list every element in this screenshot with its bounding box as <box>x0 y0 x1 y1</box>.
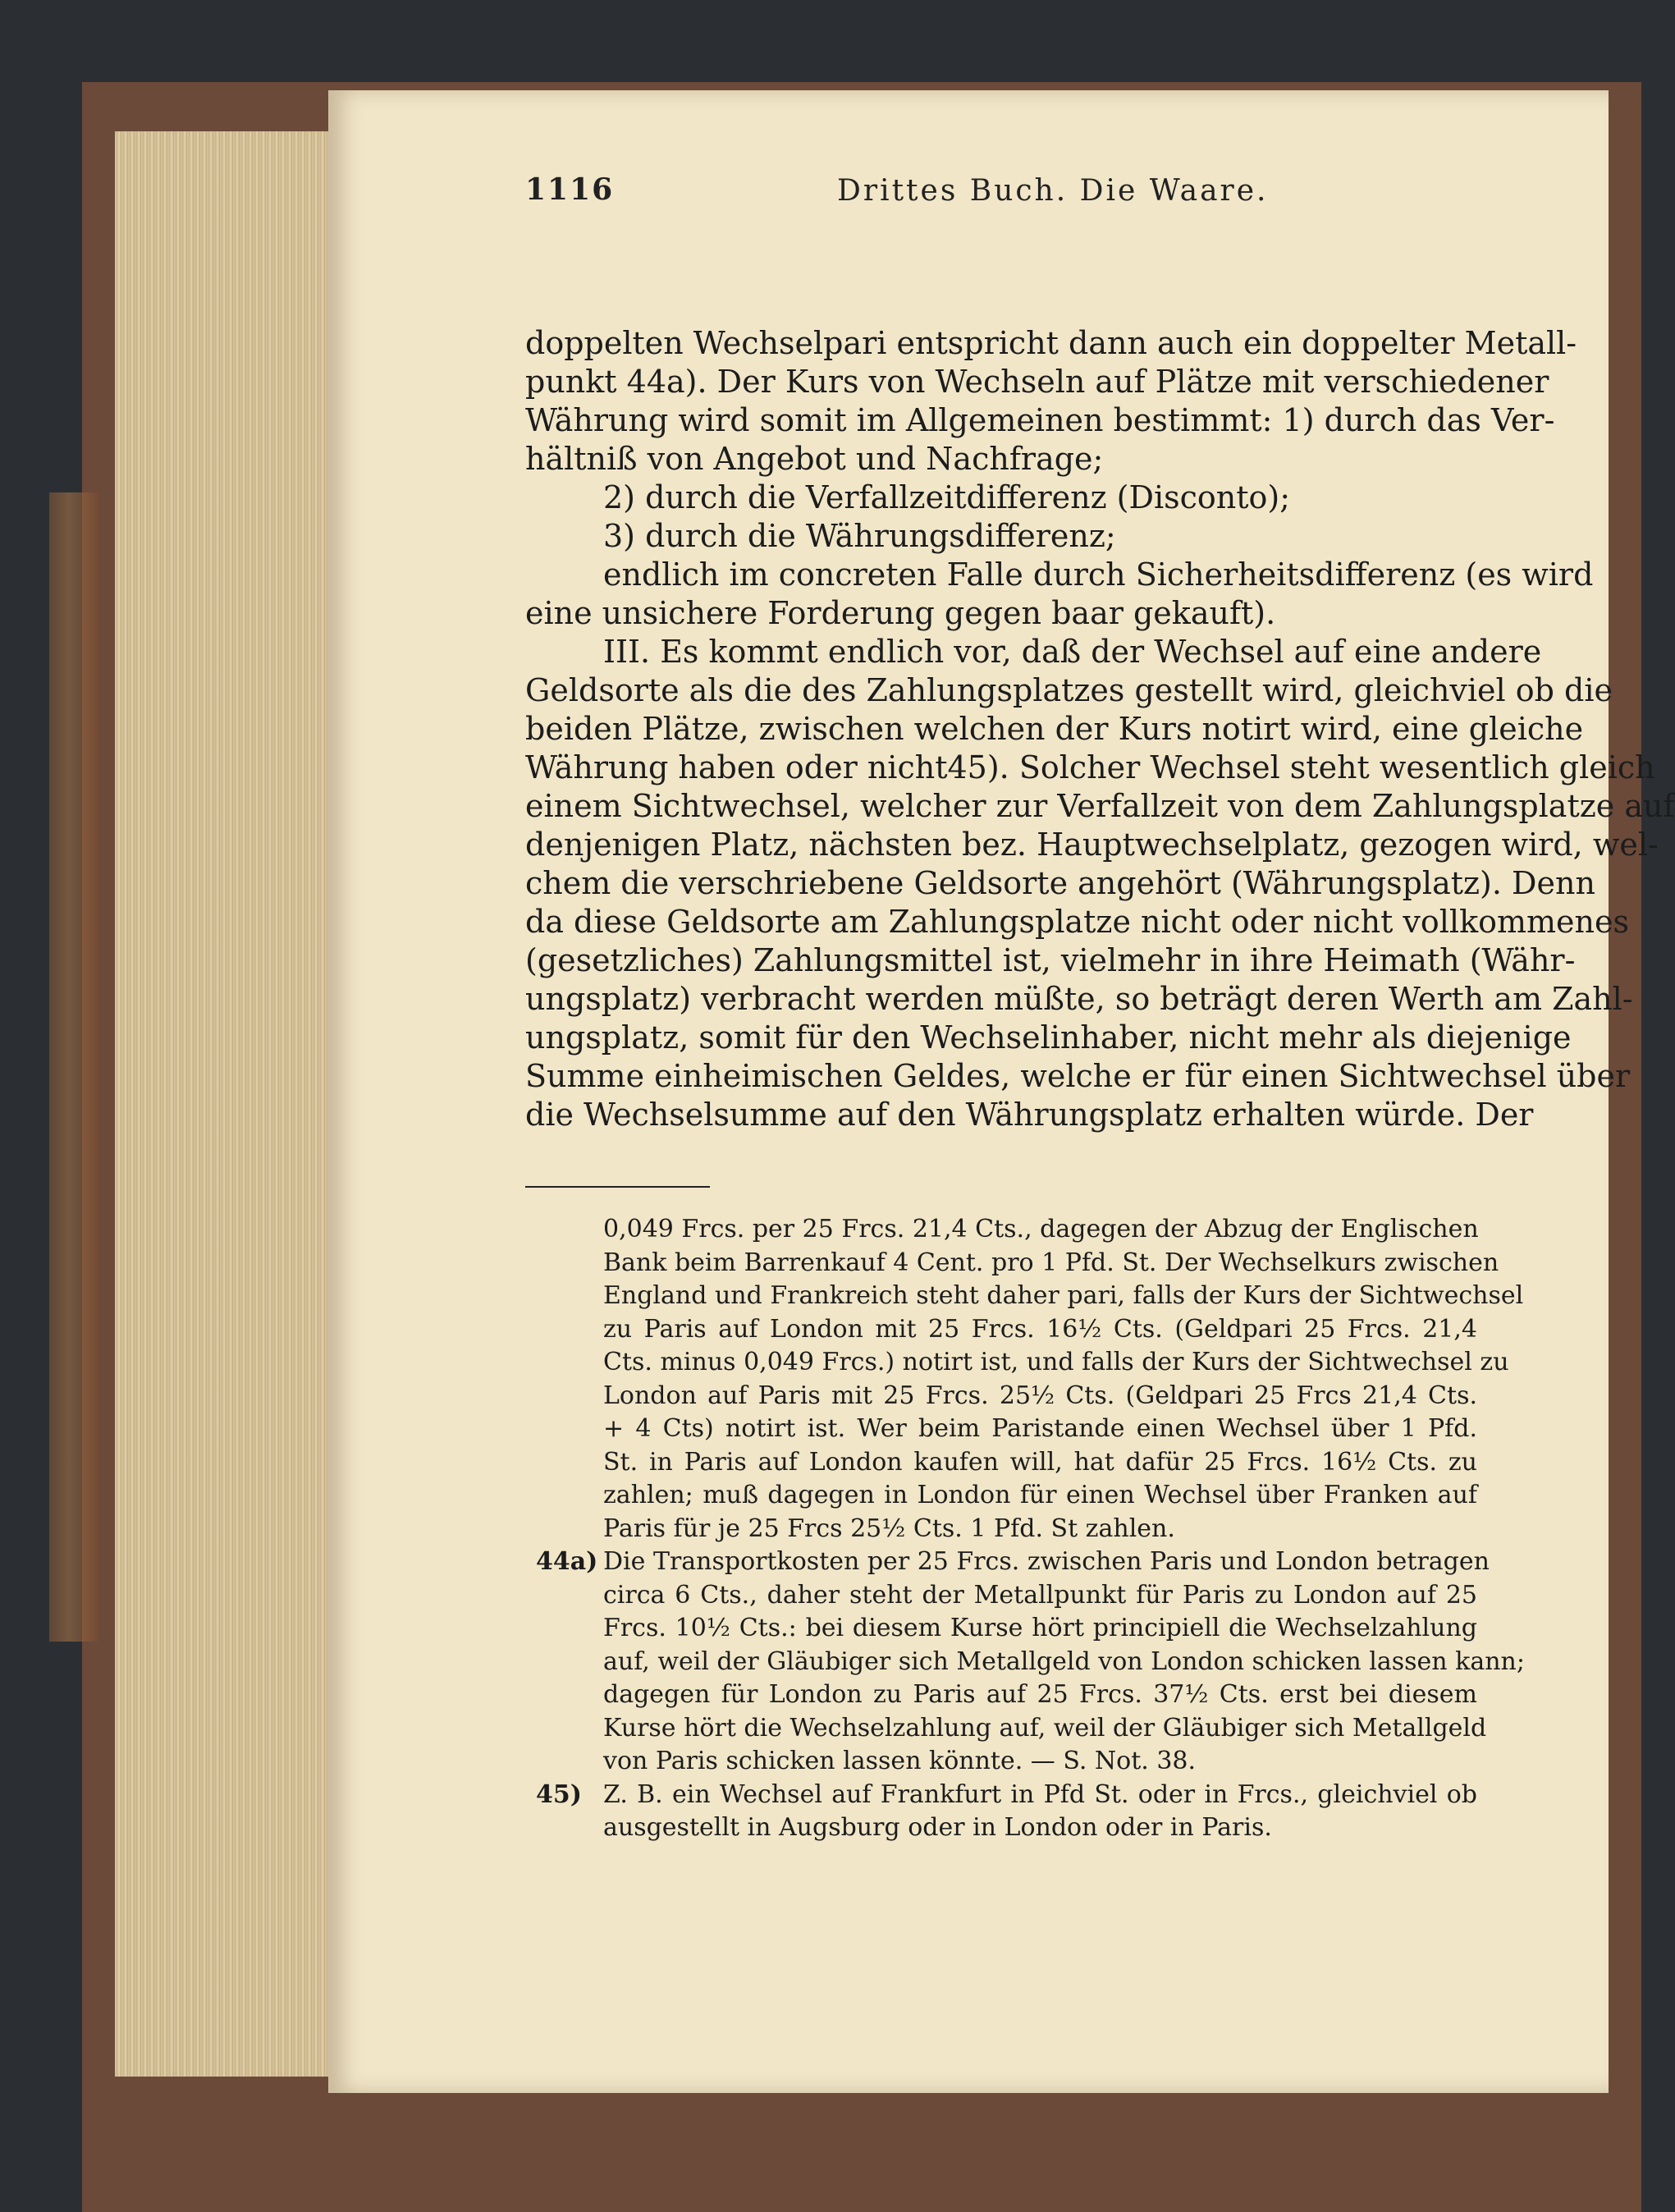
text-line: denjenigen Platz, nächsten bez. Hauptwechselplatz, gezogen wird, wel- <box>525 827 1659 863</box>
spine-edge <box>49 492 98 1642</box>
footnote-line: circa 6 Cts., daher steht der Metallpunkt für Paris zu London auf 25 <box>603 1580 1477 1610</box>
footnote-45 <box>525 1779 1477 1845</box>
footnote-line: Frcs. 10½ Cts.: bei diesem Kurse hört principiell die Wechselzahlung <box>603 1614 1477 1642</box>
footnote-line: Bank beim Barrenkauf 4 Cent. pro 1 Pfd. St. Der Wechselkurs zwischen <box>603 1248 1499 1277</box>
footnote-44a <box>525 1546 1525 1779</box>
footnote-line: zu Paris auf London mit 25 Frcs. 16½ Cts. (Geldpari 25 Frcs. 21,4 <box>603 1314 1477 1344</box>
text-line: eine unsichere Forderung gegen baar gekauft). <box>525 595 1276 631</box>
text-line: Währung wird somit im Allgemeinen bestimmt: 1) durch das Ver- <box>525 402 1555 438</box>
text-line: III. Es kommt endlich vor, daß der Wechsel auf eine andere <box>603 634 1542 670</box>
page-number: 1116 <box>525 172 615 207</box>
text-line: hältniß von Angebot und Nachfrage; <box>525 441 1104 477</box>
footnote-line: 0,049 Frcs. per 25 Frcs. 21,4 Cts., dagegen der Abzug der Englischen <box>603 1215 1479 1243</box>
text-line: 2) durch die Verfallzeitdifferenz (Disconto); <box>603 479 1291 515</box>
footnote-line: ausgestellt in Augsburg oder in London oder in Paris. <box>603 1813 1272 1842</box>
text-line: ungsplatz, somit für den Wechselinhaber, nicht mehr als diejenige <box>525 1019 1572 1056</box>
text-line: punkt 44a). Der Kurs von Wechseln auf Plätze mit verschiedener <box>525 364 1549 400</box>
text-line: einem Sichtwechsel, welcher zur Verfallzeit von dem Zahlungsplatze auf <box>525 788 1675 824</box>
footnote-line: auf, weil der Gläubiger sich Metallgeld von London schicken lassen kann; <box>603 1646 1525 1676</box>
footnote-line: Z. B. ein Wechsel auf Frankfurt in Pfd St. oder in Frcs., gleichviel ob <box>603 1779 1477 1809</box>
text-line: Summe einheimischen Geldes, welche er für einen Sichtwechsel über <box>525 1058 1631 1094</box>
text-line: chem die verschriebene Geldsorte angehört (Währungsplatz). Denn <box>525 865 1595 901</box>
footnote-line: England und Frankreich steht daher pari, falls der Kurs der Sichtwechsel <box>603 1281 1524 1310</box>
text-line: endlich im concreten Falle durch Sicherheitsdifferenz (es wird <box>603 556 1594 593</box>
text-line: doppelten Wechselpari entspricht dann auch ein doppelter Metall- <box>525 325 1577 361</box>
footnote-line: Die Transportkosten per 25 Frcs. zwischen Paris und London betragen <box>603 1547 1490 1576</box>
footnote-rule <box>525 1186 710 1188</box>
text-line: ungsplatz) verbracht werden müßte, so beträgt deren Werth am Zahl- <box>525 981 1633 1017</box>
footnote-line: London auf Paris mit 25 Frcs. 25½ Cts. (Geldpari 25 Frcs 21,4 Cts. <box>603 1381 1477 1410</box>
text-line: da diese Geldsorte am Zahlungsplatze nicht oder nicht vollkommenes <box>525 904 1629 940</box>
footnote-label: 44a) <box>536 1547 598 1576</box>
footnote-line: von Paris schicken lassen könnte. — S. Not. 38. <box>603 1747 1197 1775</box>
text-line: beiden Plätze, zwischen welchen der Kurs notirt wird, eine gleiche <box>525 711 1584 747</box>
footnote-line: Kurse hört die Wechselzahlung auf, weil der Gläubiger sich Metallgeld <box>603 1713 1487 1743</box>
page-edges <box>115 131 328 2077</box>
footnote-line: Cts. minus 0,049 Frcs.) notirt ist, und falls der Kurs der Sichtwechsel zu <box>603 1348 1509 1376</box>
text-line: 3) durch die Währungsdifferenz; <box>603 518 1116 554</box>
text-line: die Wechselsumme auf den Währungsplatz erhalten würde. Der <box>525 1097 1534 1133</box>
footnote-continuation <box>525 1213 1524 1546</box>
footnote-line: + 4 Cts) notirt ist. Wer beim Paristande einen Wechsel über 1 Pfd. <box>603 1414 1477 1443</box>
running-header <box>525 172 1494 213</box>
footnote-label: 45) <box>536 1779 582 1809</box>
footnote-line: St. in Paris auf London kaufen will, hat dafür 25 Frcs. 16½ Cts. zu <box>603 1447 1477 1477</box>
text-line: Geldsorte als die des Zahlungsplatzes gestellt wird, gleichviel ob die <box>525 672 1613 708</box>
footnote-line: dagegen für London zu Paris auf 25 Frcs. 37½ Cts. erst bei diesem <box>603 1680 1477 1709</box>
footnote-line: zahlen; muß dagegen in London für einen Wechsel über Franken auf <box>603 1481 1477 1509</box>
footnotes <box>525 1213 1525 1845</box>
running-title: Drittes Buch. Die Waare. <box>837 174 1269 208</box>
footnote-line: Paris für je 25 Frcs 25½ Cts. 1 Pfd. St zahlen. <box>603 1514 1175 1543</box>
main-text <box>525 324 1675 1134</box>
text-line: (gesetzliches) Zahlungsmittel ist, vielmehr in ihre Heimath (Währ- <box>525 942 1576 978</box>
text-line: Währung haben oder nicht45). Solcher Wechsel steht wesentlich gleich <box>525 749 1655 785</box>
